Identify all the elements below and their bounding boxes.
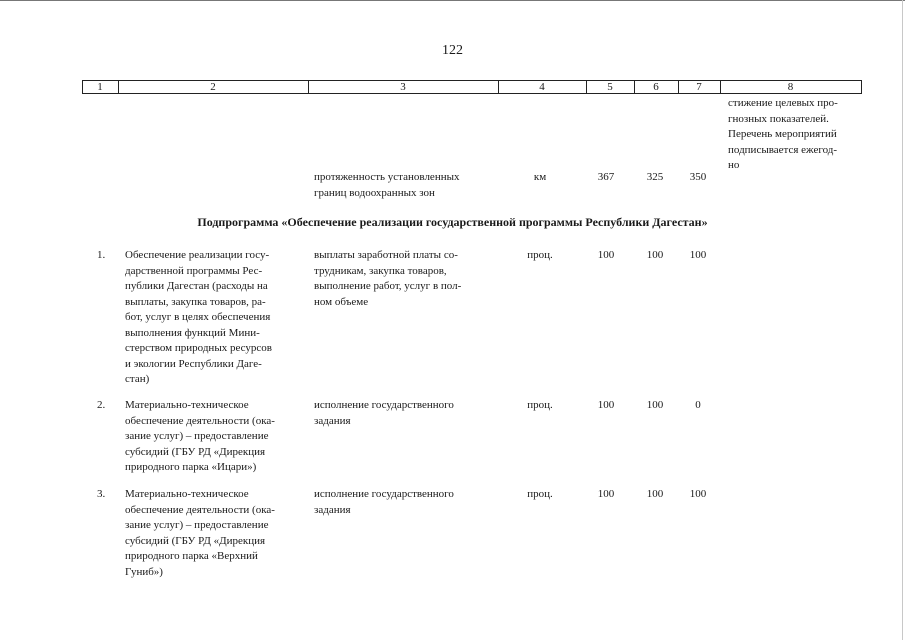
text-line: стан) — [125, 373, 150, 385]
continuation-col8-text — [728, 96, 859, 174]
text-line: но — [728, 159, 740, 171]
continuation-value-6: 325 — [646, 171, 664, 183]
row-indicator — [314, 487, 496, 518]
text-line: субсидий (ГБУ РД «Дирекция — [125, 445, 266, 458]
text-line: границ водоохранных зон — [314, 186, 435, 199]
text-line: стижение целевых про- — [728, 97, 838, 109]
page-number: 122 — [442, 43, 463, 58]
text-line: Обеспечение реализации госу- — [125, 249, 270, 261]
text-line: выплаты, закупка товаров, ра- — [125, 295, 266, 308]
row-value-6: 100 — [646, 249, 664, 261]
text-line: бот, услуг в целях обеспечения — [125, 311, 271, 323]
header-col-5: 5 — [607, 81, 613, 93]
header-col-3: 3 — [400, 81, 406, 93]
page-edge-top — [0, 0, 905, 1]
text-line: выполнение работ, услуг в пол- — [314, 280, 462, 292]
header-divider — [861, 80, 862, 94]
row-value-7: 100 — [689, 249, 707, 261]
row-indicator — [314, 248, 496, 310]
text-line: трудникам, закупка товаров, — [314, 264, 447, 277]
text-line: стерством природных ресурсов — [125, 342, 272, 354]
text-line: субсидий (ГБУ РД «Дирекция — [125, 534, 266, 547]
text-line: Перечень мероприятий — [728, 128, 837, 140]
text-line: выплаты заработной платы со- — [314, 249, 458, 261]
row-value-5: 100 — [597, 249, 615, 261]
row-number: 3. — [97, 488, 106, 500]
text-line: гнозных показателей. — [728, 112, 829, 125]
text-line: Материально-техническое — [125, 399, 249, 411]
row-name — [125, 487, 305, 580]
header-col-1: 1 — [97, 81, 103, 93]
row-indicator — [314, 398, 496, 429]
text-line: задания — [314, 414, 351, 427]
continuation-value-7: 350 — [689, 171, 707, 183]
header-col-2: 2 — [210, 81, 216, 93]
continuation-unit: км — [533, 171, 547, 183]
row-value-7: 0 — [695, 399, 701, 411]
text-line: обеспечение деятельности (ока- — [125, 503, 275, 516]
page-edge-right — [902, 0, 903, 640]
text-line: Материально-техническое — [125, 488, 249, 500]
text-line: подписывается ежегод- — [728, 143, 838, 156]
text-line: ном объеме — [314, 295, 369, 308]
header-col-7: 7 — [696, 81, 702, 93]
subprogram-title: Подпрограмма «Обеспечение реализации государственной программы Республики Дагестан» — [197, 215, 708, 229]
text-line: выполнения функций Мини- — [125, 326, 260, 339]
row-value-7: 100 — [689, 488, 707, 500]
row-unit: проц. — [527, 399, 553, 411]
row-name — [125, 248, 305, 388]
row-value-6: 100 — [646, 488, 664, 500]
header-col-4: 4 — [539, 81, 545, 93]
row-value-5: 100 — [597, 488, 615, 500]
continuation-value-5: 367 — [597, 171, 615, 183]
text-line: задания — [314, 503, 351, 516]
text-line: и экологии Республики Даге- — [125, 357, 262, 370]
text-line: протяженность установленных — [314, 171, 460, 183]
text-line: Гуниб») — [125, 565, 163, 578]
row-unit: проц. — [527, 488, 553, 500]
row-number: 2. — [97, 399, 106, 411]
table-header-row — [82, 80, 862, 94]
text-line: зание услуг) – предоставление — [125, 430, 269, 442]
text-line: исполнение государственного — [314, 488, 454, 500]
row-value-5: 100 — [597, 399, 615, 411]
text-line: обеспечение деятельности (ока- — [125, 414, 275, 427]
continuation-indicator — [314, 170, 496, 201]
text-line: природного парка «Верхний — [125, 550, 258, 562]
row-unit: проц. — [527, 249, 553, 261]
text-line: дарственной программы Рес- — [125, 264, 263, 277]
text-line: исполнение государственного — [314, 399, 454, 411]
row-value-6: 100 — [646, 399, 664, 411]
row-name — [125, 398, 305, 476]
text-line: публики Дагестан (расходы на — [125, 280, 268, 292]
row-number: 1. — [97, 249, 106, 261]
text-line: зание услуг) – предоставление — [125, 519, 269, 531]
text-line: природного парка «Ицари») — [125, 461, 257, 473]
header-col-8: 8 — [787, 81, 794, 93]
header-col-6: 6 — [653, 81, 659, 93]
